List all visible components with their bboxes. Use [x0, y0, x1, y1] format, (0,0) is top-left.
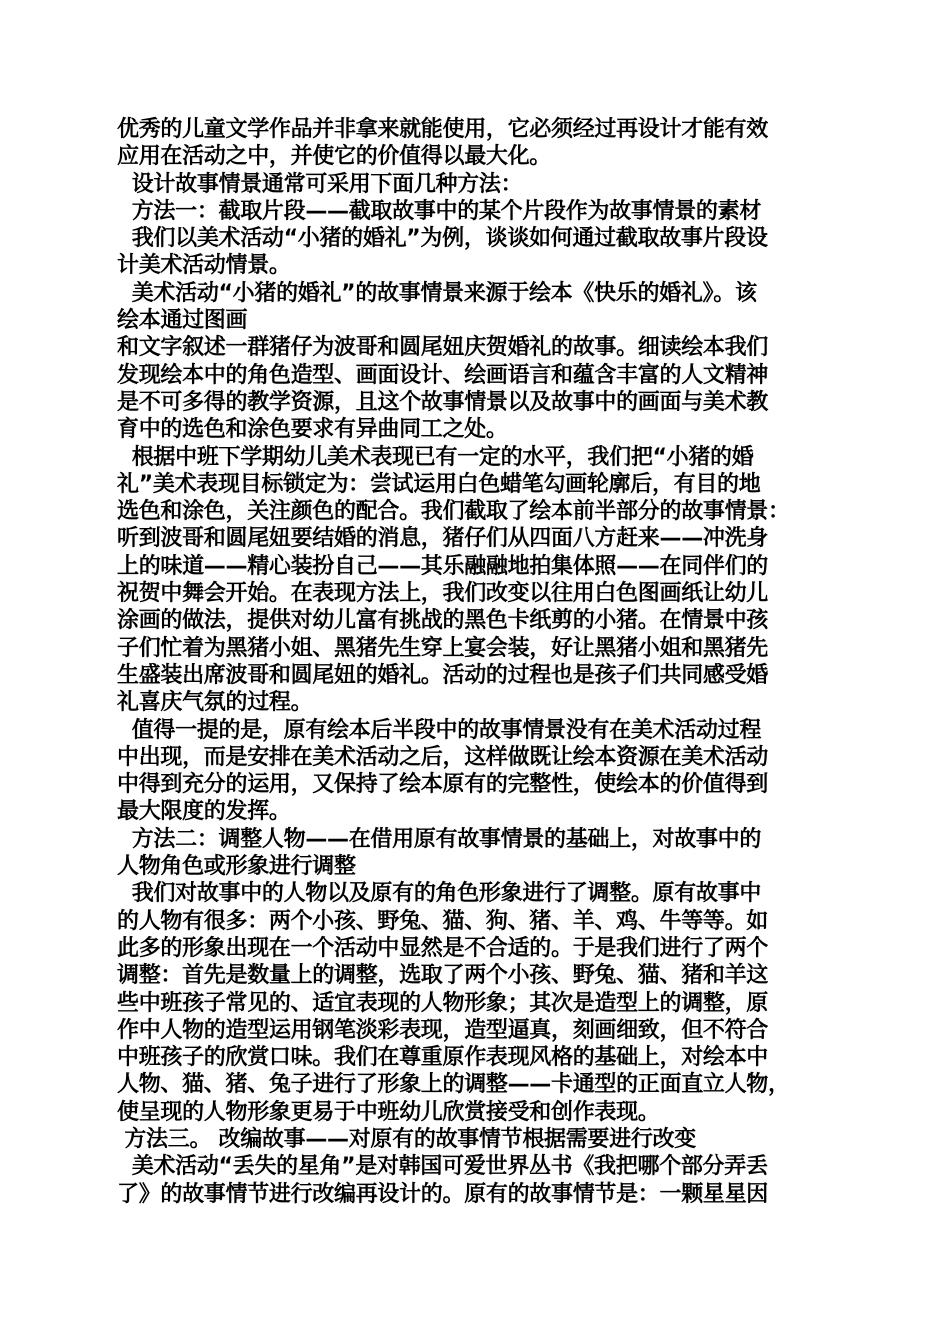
text-line: 最大限度的发挥。	[117, 799, 291, 825]
text-line: 育中的选色和涂色要求有异曲同工之处。	[117, 417, 508, 443]
text-line: 使呈现的人物形象更易于中班幼儿欣赏接受和创作表现。	[117, 1099, 660, 1125]
text-line: 听到波哥和圆尾妞要结婚的消息，猪仔们从四面八方赶来——冲洗身	[117, 526, 769, 552]
text-line: 应用在活动之中，并使它的价值得以最大化。	[117, 144, 552, 170]
text-line: 是不可多得的教学资源，且这个故事情景以及故事中的画面与美术教	[117, 389, 769, 415]
text-line: 中班孩子的欣赏口味。我们在尊重原作表现风格的基础上，对绘本中	[117, 1045, 769, 1071]
text-line: 作中人物的造型运用钢笔淡彩表现，造型逼真，刻画细致，但不符合	[117, 1017, 769, 1043]
text-line: 子们忙着为黑猪小姐、黑猪先生穿上宴会装，好让黑猪小姐和黑猪先	[117, 635, 769, 661]
text-line: 礼喜庆气氛的过程。	[117, 690, 313, 716]
text-line: 祝贺中舞会开始。在表现方法上，我们改变以往用白色图画纸让幼儿	[117, 581, 769, 607]
text-line: 中得到充分的运用，又保持了绘本原有的完整性，使绘本的价值得到	[117, 772, 769, 798]
text-line: 些中班孩子常见的、适宜表现的人物形象；其次是造型上的调整，原	[117, 990, 769, 1016]
text-line: 优秀的儿童文学作品并非拿来就能使用，它必须经过再设计才能有效	[117, 117, 769, 142]
text-line: 我们以美术活动“小猪的婚礼”为例，谈谈如何通过截取故事片段设	[117, 226, 768, 252]
text-line: 发现绘本中的角色造型、画面设计、绘画语言和蕴含丰富的人文精神	[117, 362, 769, 388]
text-line: 上的味道——精心装扮自己——其乐融融地拍集体照——在同伴们的	[117, 553, 769, 579]
text-line: 我们对故事中的人物以及原有的角色形象进行了调整。原有故事中	[117, 881, 762, 907]
text-line: 生盛装出席波哥和圆尾妞的婚礼。活动的过程也是孩子们共同感受婚	[117, 662, 769, 688]
text-line: 调整：首先是数量上的调整，选取了两个小孩、野兔、猫、猪和羊这	[117, 963, 769, 989]
text-line: 方法三。 改编故事——对原有的故事情节根据需要进行改变	[117, 1126, 696, 1152]
text-line: 美术活动“小猪的婚礼”的故事情景来源于绘本《快乐的婚礼》。该	[117, 280, 757, 306]
text-line: 方法二：调整人物——在借用原有故事情景的基础上，对故事中的	[117, 826, 762, 852]
text-line: 了》的故事情节进行改编再设计的。原有的故事情节是：一颗星星因	[117, 1181, 769, 1207]
text-line: 中出现，而是安排在美术活动之后，这样做既让绘本资源在美术活动	[117, 744, 769, 770]
text-line: 设计故事情景通常可采用下面几种方法：	[117, 171, 523, 197]
text-line: 和文字叙述一群猪仔为波哥和圆尾妞庆贺婚礼的故事。细读绘本我们	[117, 335, 769, 361]
text-line: 绘本通过图画	[117, 308, 248, 334]
text-line: 此多的形象出现在一个活动中显然是不合适的。于是我们进行了两个	[117, 935, 769, 961]
text-line: 计美术活动情景。	[117, 253, 291, 279]
text-line: 人物、猫、猪、兔子进行了形象上的调整——卡通型的正面直立人物，	[117, 1072, 790, 1098]
text-line: 选色和涂色，关注颜色的配合。我们截取了绘本前半部分的故事情景：	[117, 499, 790, 525]
text-line: 值得一提的是，原有绘本后半段中的故事情景没有在美术活动过程	[117, 717, 762, 743]
text-line: 根据中班下学期幼儿美术表现已有一定的水平，我们把“小猪的婚	[117, 444, 754, 470]
document-page	[117, 116, 857, 1208]
text-line: 方法一：截取片段——截取故事中的某个片段作为故事情景的素材	[117, 198, 762, 224]
text-line: 涂画的做法，提供对幼儿富有挑战的黑色卡纸剪的小猪。在情景中孩	[117, 608, 769, 634]
text-line: 美术活动“丢失的星角”是对韩国可爱世界丛书《我把哪个部分弄丢	[117, 1154, 768, 1180]
text-line: 人物角色或形象进行调整	[117, 854, 356, 880]
text-line: 礼”美术表现目标锁定为：尝试运用白色蜡笔勾画轮廓后，有目的地	[117, 471, 761, 497]
text-line: 的人物有很多：两个小孩、野兔、猫、狗、猪、羊、鸡、牛等等。如	[117, 908, 769, 934]
